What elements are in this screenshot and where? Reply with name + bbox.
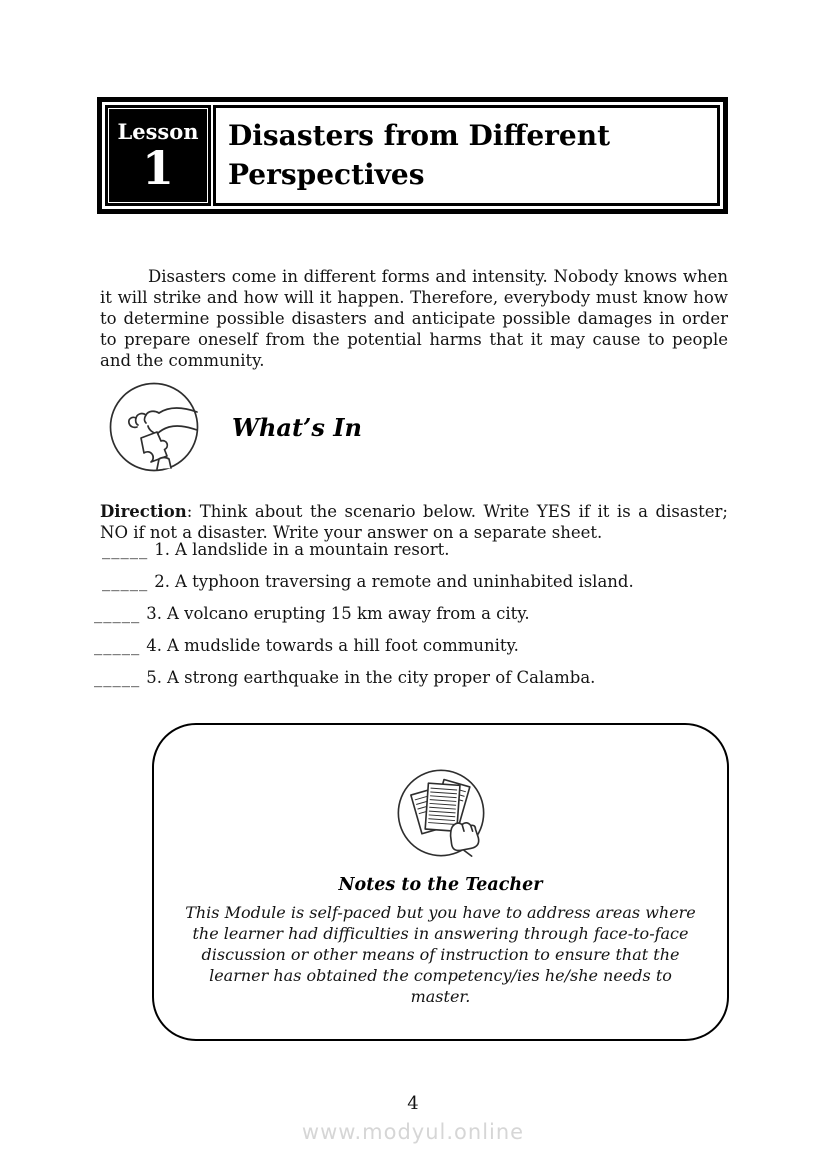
lesson-number: 1 xyxy=(141,141,174,196)
direction-rest: : Think about the scenario below. Write YES if it is a disaster; NO if not a disaster. Write your answer on a separate sheet. xyxy=(100,501,728,542)
papers-hand-icon xyxy=(154,767,727,863)
item-text: A strong earthquake in the city proper of Calamba. xyxy=(167,668,596,687)
lesson-number-box xyxy=(105,105,211,206)
item-text: A volcano erupting 15 km away from a city. xyxy=(167,604,530,623)
list-item xyxy=(94,603,734,624)
lesson-header-banner xyxy=(97,97,728,214)
intro-paragraph: Disasters come in different forms and intensity. Nobody knows when it will strike and how will it happen. Therefore, everybody must know how to determine possible disasters and anticipate possible damages in order to prepare oneself from the potential harms that it may cause to people and the community. xyxy=(100,266,728,370)
list-item xyxy=(94,571,734,592)
lesson-title-box xyxy=(213,105,720,206)
lesson-label: Lesson xyxy=(117,118,199,144)
scenario-list xyxy=(94,539,734,699)
item-number: 3. xyxy=(146,604,162,623)
list-item xyxy=(94,539,734,560)
list-item xyxy=(94,667,734,688)
page-number: 4 xyxy=(407,1093,419,1114)
item-text: A mudslide towards a hill foot community. xyxy=(167,636,519,655)
answer-blank: _____ xyxy=(94,668,141,687)
answer-blank: _____ xyxy=(102,540,149,559)
watermark: www.modyul.online xyxy=(301,1120,525,1144)
item-text: A landslide in a mountain resort. xyxy=(175,540,450,559)
answer-blank: _____ xyxy=(94,636,141,655)
direction-text xyxy=(100,501,728,544)
direction-label: Direction xyxy=(100,501,187,521)
item-number: 1. xyxy=(154,540,170,559)
item-number: 2. xyxy=(154,572,170,591)
item-number: 4. xyxy=(146,636,162,655)
lesson-title-line1: Disasters from Different xyxy=(228,118,611,152)
notes-to-teacher-box xyxy=(152,723,729,1041)
whats-in-heading: What’s In xyxy=(232,412,362,442)
lesson-title-line2: Perspectives xyxy=(228,157,425,191)
answer-blank: _____ xyxy=(102,572,149,591)
notes-body: This Module is self-paced but you have to address areas where the learner had difficulties in answering through face-to-face discussion or other means of instruction to ensure that the learner has obtained the competency/ies he/she needs to master. xyxy=(185,903,696,1006)
item-number: 5. xyxy=(146,668,162,687)
list-item xyxy=(94,635,734,656)
notes-title: Notes to the Teacher xyxy=(338,875,543,895)
item-text: A typhoon traversing a remote and uninhabited island. xyxy=(175,572,634,591)
answer-blank: _____ xyxy=(94,604,141,623)
puzzle-hand-icon xyxy=(108,381,200,473)
whats-in-section-header xyxy=(108,381,362,473)
